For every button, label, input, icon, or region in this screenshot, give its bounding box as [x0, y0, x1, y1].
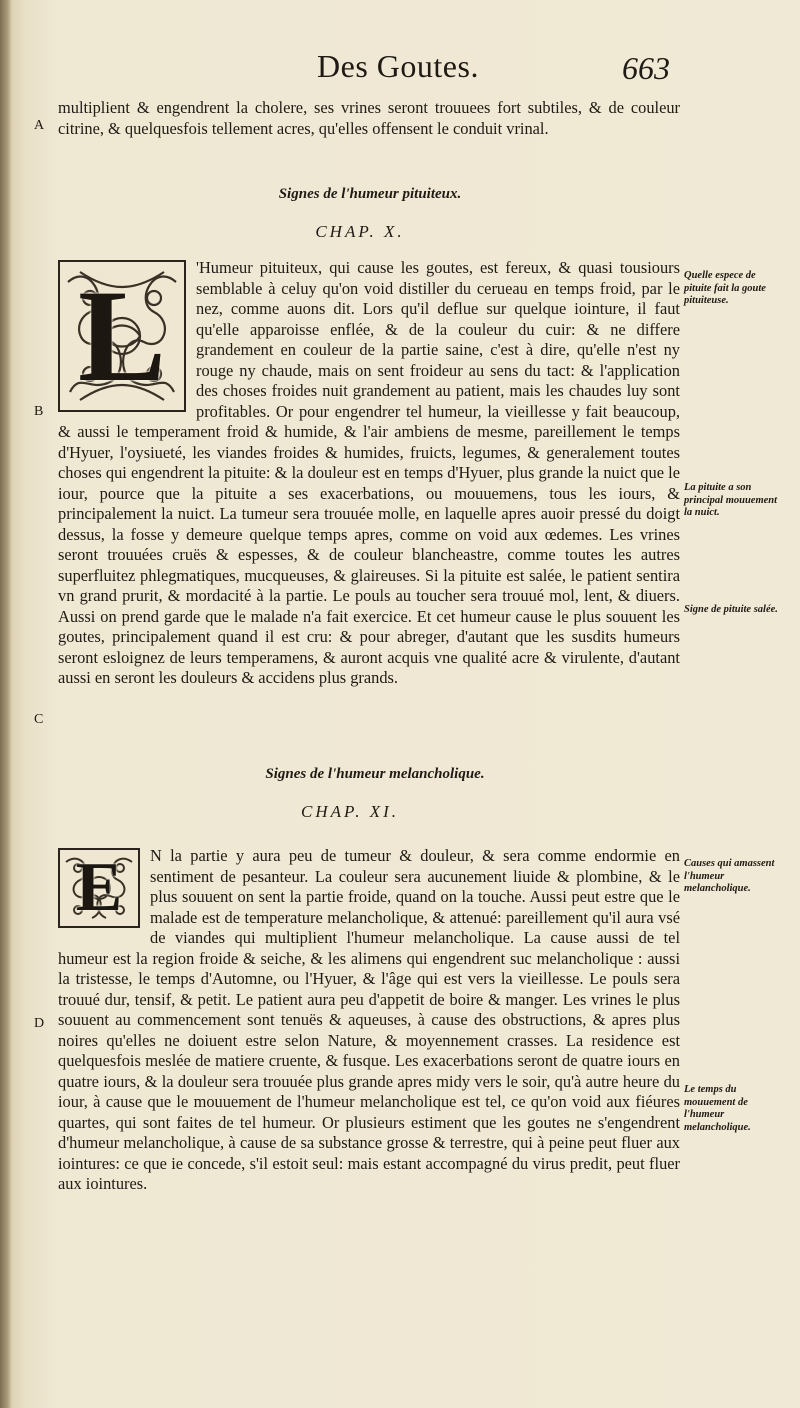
page-number: 663: [622, 50, 670, 86]
drop-cap-letter-l: L: [77, 262, 167, 409]
running-title: Des Goutes.: [317, 48, 479, 84]
book-spine-shadow: [0, 0, 12, 1408]
ornamental-drop-cap-l: [58, 260, 186, 412]
margin-letter-c: C: [34, 712, 44, 727]
margin-note-temps-mouuement: Le temps du mouuement de l'humeur melancholique.: [684, 1084, 751, 1133]
section-pituitous-text: 'Humeur pituiteux, qui cause les goutes, est fereux, & quasi tousiours semblable à celuy qu'on void distiller du cerueau en temps froid, par le nez, comme auons dit. Lors qu'il deflue sur quelque iointure, il faut qu'elle apparoisse enflée, & de la couleur du cuir: & ne differe grandement en couleur de la partie saine, c'est à dire, qu'elle n'est ny rouge ny chaude, mais on sent froideur au sens du tact: & l'application des choses froides nuit grandement au patient, mais les chaudes luy sont profitables. Or pour engendrer tel humeur, la vieillesse y fait beaucoup, & aussi le temperament froid & humide, & l'air ambiens de mesme, pareillement le temps d'Hyuer, l'oysiueté, les viandes froides & humides, fruicts, legumes, & generalement toutes choses qui engendrent la pituite: & la douleur est en temps d'Hyuer, plus grande la nuict que le iour, pource que la pituite a ses exacerbations, ou mouuemens, tous les iours, & principalement la nuict. La tumeur sera trouuée molle, en laquelle apres auoir pressé du doigt dessus, la fosse y demeure quelque temps apres, comme on void aux œdemes. Les vrines seront trouuées cruës & espesses, & de couleur blancheastre, comme toutes les autres superfluitez phlegmatiques, mucqueuses, & glaireuses. Si la pituite est salée, le patient sentira vn grand prurit, & mordacité à la partie. Le pouls au toucher sera trouué mol, lent, & diuers. Aussi on prend garde que le malade n'a fait exercice. Et cet humeur cause le plus souuent les goutes, principalement quand il est cru: & pour abreger, d'autant que les susdits humeurs seront esloignez de leurs temperamens, & auront acquis vne qualité acre & virulente, d'autant aussi en seront les douleurs & accidens plus grands.: [58, 258, 680, 687]
opening-paragraph-text: multiplient & engendrent la cholere, ses vrines seront trouuees fort subtiles, & de couleur citrine, & quelquesfois tellement acres, qu'elles offensent le conduit vrinal.: [58, 98, 680, 138]
margin-note-pituite-salee: Signe de pituite salée.: [684, 604, 778, 615]
section-pituitous-body: [58, 258, 680, 689]
margin-letter-b: B: [34, 404, 44, 419]
opening-paragraph: [58, 98, 680, 139]
margin-note-causes-melancholique: Causes qui amassent l'humeur melancholique.: [684, 858, 775, 894]
drop-cap-letter-e: E: [75, 849, 123, 926]
margin-letter-a: A: [34, 118, 45, 133]
margin-note-pituite-espece: Quelle espece de pituite fait la goute pituiteuse.: [684, 270, 766, 306]
margin-letter-d: D: [34, 1016, 45, 1031]
chapter-label-xi: CHAP. XI.: [301, 802, 399, 821]
margin-note-pituite-nuict: La pituite a son principal mouuement la nuict.: [684, 482, 778, 518]
section-melancholic-body: [58, 846, 680, 1195]
chapter-label-x: CHAP. X.: [315, 222, 405, 241]
ornamental-drop-cap-e: [58, 848, 140, 928]
section-melancholic-text: N la partie y aura peu de tumeur & douleur, & sera comme endormie en sentiment de pesanteur. La couleur sera aucunement liuide & plombine, & le plus souuent on sent la partie froide, quand on la touche. Aussi peut estre que le malade est de temperature melancholique, & attenué: pareillement qu'il aura vsé de viandes qui multiplient l'humeur melancholique. La cause aussi de tel humeur est la region froide & seiche, & les alimens qui engendrent suc melancholique : aussi la tristesse, le temps d'Automne, ou l'Hyuer, & l'âge qui est vers la vieillesse. Le pouls sera trouué dur, tensif, & petit. Le patient aura peu d'appetit de boire & manger. Les vrines le plus souuent au commencement sont tenuës & aqueuses, à cause des obstructions, & apres plus noires qu'elles ne doiuent estre selon Nature, & moyennement crasses. La residence est quelquesfois meslée de matiere cruente, & fusque. Les exacerbations seront de quatre iours en quatre iours, & la douleur sera trouuée plus grande apres midy vers le soir, qu'à autre heure du iour, à cause que le mouuement de l'humeur melancholique est tel, ce qu'on void aux fiéures quartes, qui sont faites de tel humeur. Or plusieurs estiment que les goutes ne s'engendrent d'humeur melancholique, à cause de sa substance grosse & terrestre, qui à peine peut fluer aux iointures: ce que ie concede, s'il estoit seul: mais estant accompagné du virus predit, peut fluer aux iointures.: [58, 846, 680, 1193]
section-heading-pituitous: Signes de l'humeur pituiteux.: [278, 186, 462, 202]
section-heading-melancholic: Signes de l'humeur melancholique.: [265, 766, 485, 782]
